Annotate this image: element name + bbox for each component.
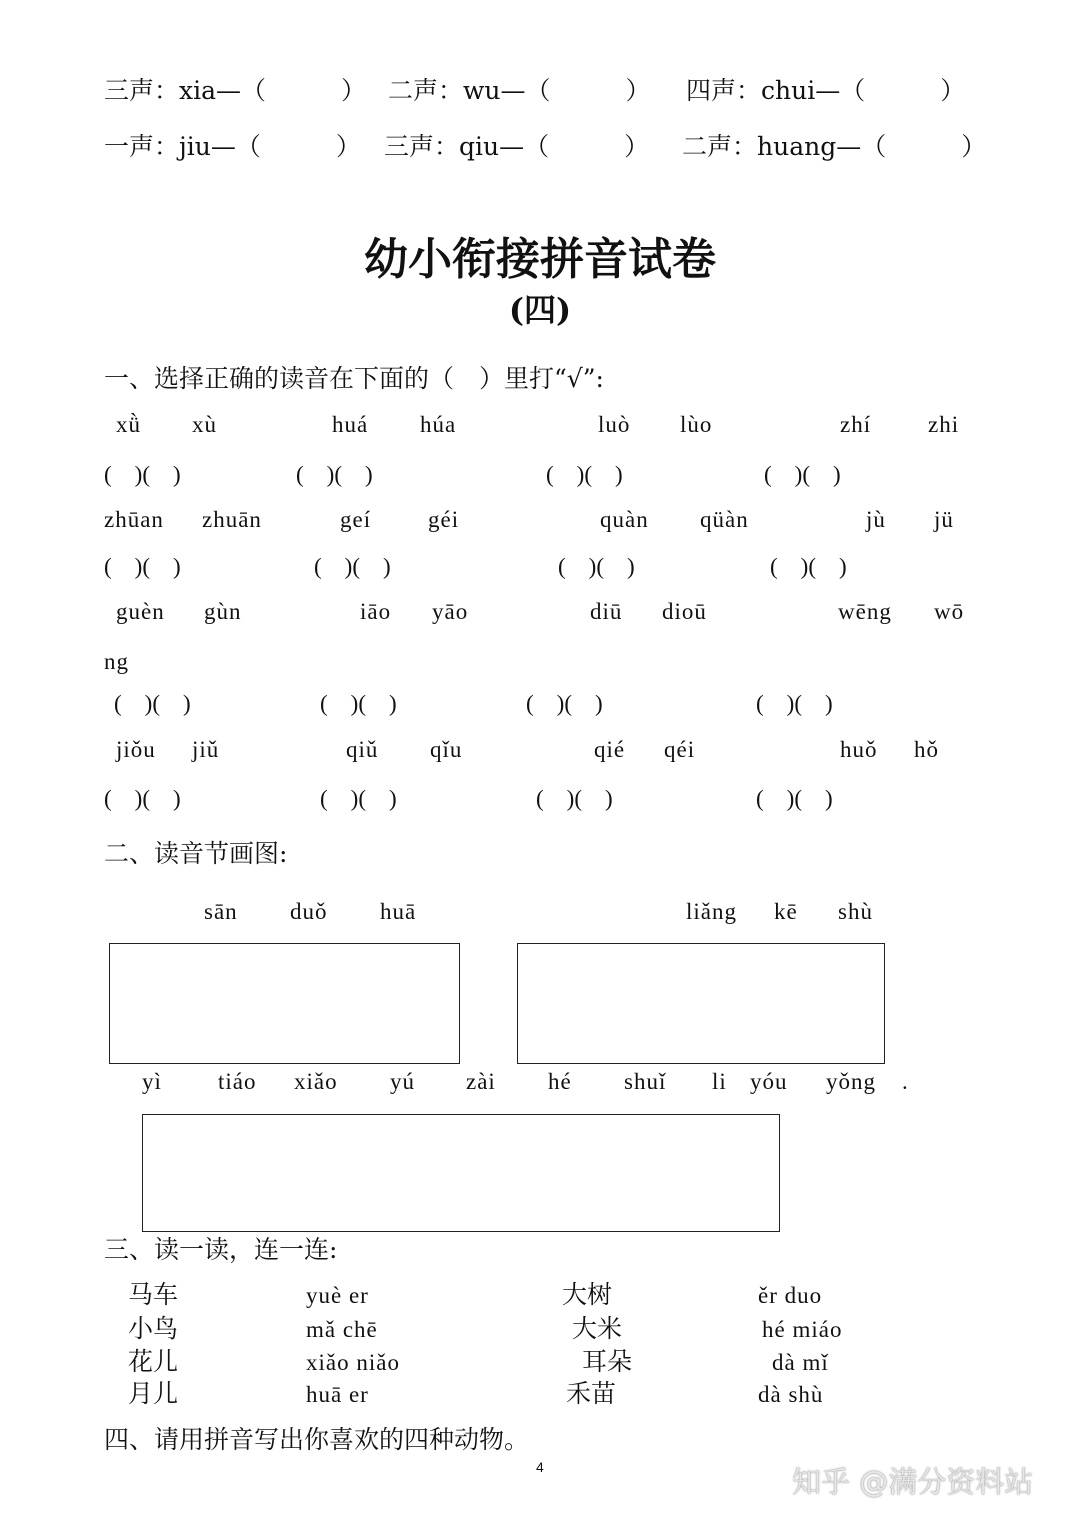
- match-word[interactable]: 月儿: [128, 1379, 179, 1408]
- match-pinyin[interactable]: huā er: [306, 1382, 369, 1407]
- pinyin-syllable: huā: [380, 899, 417, 924]
- match-word[interactable]: 马车: [128, 1280, 179, 1309]
- pinyin-syllable: hé: [548, 1069, 572, 1094]
- match-word[interactable]: 小鸟: [128, 1314, 179, 1343]
- pinyin-option: qéi: [664, 737, 696, 762]
- pinyin-syllable: zài: [466, 1069, 496, 1094]
- pinyin-option: diū: [590, 599, 623, 624]
- pinyin-option: quàn: [600, 507, 649, 532]
- pinyin-option: qüàn: [700, 507, 749, 532]
- answer-parens[interactable]: ( )( ): [104, 554, 181, 579]
- match-pinyin[interactable]: dà mǐ: [772, 1350, 829, 1375]
- match-pinyin[interactable]: xiǎo niǎo: [306, 1350, 400, 1375]
- drawing-box-flowers[interactable]: [109, 943, 460, 1064]
- pinyin-option: zhuān: [202, 507, 262, 532]
- pinyin-syllable: yì: [142, 1069, 162, 1094]
- page-title: 幼小衔接拼音试卷: [364, 234, 716, 285]
- pinyin-syllable: kē: [774, 899, 798, 924]
- answer-parens[interactable]: ( )( ): [104, 786, 181, 811]
- pinyin-option: guèn: [116, 599, 165, 624]
- pinyin-option: iāo: [360, 599, 392, 624]
- answer-parens[interactable]: ( )( ): [756, 691, 833, 716]
- answer-parens[interactable]: ( )( ): [536, 786, 613, 811]
- pinyin-option: hǒ: [914, 737, 939, 762]
- drawing-box-fish[interactable]: [142, 1114, 780, 1232]
- pinyin-period: .: [902, 1069, 909, 1094]
- pinyin-option: jiǔ: [192, 737, 220, 762]
- answer-parens[interactable]: ( )( ): [320, 786, 397, 811]
- pinyin-option: jiǒu: [116, 737, 156, 762]
- answer-parens[interactable]: ( )( ): [546, 462, 623, 487]
- pinyin-syllable: yú: [390, 1069, 415, 1094]
- pinyin-syllable: shù: [838, 899, 873, 924]
- match-pinyin[interactable]: hé miáo: [762, 1317, 843, 1342]
- page-subtitle: (四): [508, 291, 572, 329]
- pinyin-option: zhi: [928, 412, 960, 437]
- pinyin-option: huǒ: [840, 737, 878, 762]
- answer-parens[interactable]: ( )( ): [558, 554, 635, 579]
- match-word[interactable]: 大米: [572, 1314, 623, 1343]
- section3-heading: 三、读一读，连一连:: [104, 1235, 338, 1264]
- tone-item: 二声：wu—（ ）: [388, 76, 651, 105]
- pinyin-option: geí: [340, 507, 372, 532]
- match-word[interactable]: 花儿: [128, 1347, 179, 1376]
- pinyin-option: huá: [332, 412, 369, 437]
- match-pinyin[interactable]: yuè er: [306, 1283, 369, 1308]
- pinyin-option: zhūan: [104, 507, 164, 532]
- pinyin-wrap: ng: [104, 649, 129, 674]
- section2-heading: 二、读音节画图:: [104, 839, 288, 868]
- pinyin-option: dioū: [662, 599, 707, 624]
- tone-item: 三声：xia—（ ）: [104, 76, 367, 105]
- pinyin-option: zhí: [840, 412, 872, 437]
- tone-item: 三声：qiu—（ ）: [384, 132, 650, 161]
- match-word[interactable]: 大树: [562, 1280, 613, 1309]
- pinyin-syllable: tiáo: [218, 1069, 257, 1094]
- pinyin-syllable: yóu: [750, 1069, 788, 1094]
- pinyin-option: húa: [420, 412, 457, 437]
- tone-item: 四声：chui—（ ）: [686, 76, 966, 105]
- pinyin-option: wēng: [838, 599, 892, 624]
- pinyin-option: jù: [866, 507, 886, 532]
- match-pinyin[interactable]: ěr duo: [758, 1283, 823, 1308]
- pinyin-option: lùo: [680, 412, 713, 437]
- pinyin-syllable: duǒ: [290, 899, 328, 924]
- pinyin-option: luò: [598, 412, 631, 437]
- answer-parens[interactable]: ( )( ): [104, 462, 181, 487]
- match-word[interactable]: 耳朵: [582, 1347, 633, 1376]
- pinyin-option: qiǔ: [346, 737, 379, 762]
- answer-parens[interactable]: ( )( ): [320, 691, 397, 716]
- pinyin-syllable: shuǐ: [624, 1069, 667, 1094]
- pinyin-option: qǐu: [430, 737, 463, 762]
- pinyin-option: jü: [934, 507, 954, 532]
- pinyin-option: yāo: [432, 599, 469, 624]
- answer-parens[interactable]: ( )( ): [314, 554, 391, 579]
- drawing-box-trees[interactable]: [517, 943, 885, 1064]
- answer-parens[interactable]: ( )( ): [526, 691, 603, 716]
- pinyin-option: géi: [428, 507, 460, 532]
- answer-parens[interactable]: ( )( ): [296, 462, 373, 487]
- pinyin-option: qié: [594, 737, 626, 762]
- section1-heading: 一、选择正确的读音在下面的（ ）里打“√”:: [104, 364, 604, 393]
- page-number: 4: [536, 1459, 544, 1475]
- answer-parens[interactable]: ( )( ): [770, 554, 847, 579]
- pinyin-option: xù: [192, 412, 217, 437]
- match-word[interactable]: 禾苗: [566, 1379, 617, 1408]
- match-pinyin[interactable]: mǎ chē: [306, 1317, 378, 1342]
- match-pinyin[interactable]: dà shù: [758, 1382, 824, 1407]
- tone-item: 二声：huang—（ ）: [682, 132, 987, 161]
- section4-heading: 四、请用拼音写出你喜欢的四种动物。: [104, 1425, 530, 1454]
- pinyin-option: xǜ: [116, 412, 141, 437]
- pinyin-syllable: yǒng: [826, 1069, 876, 1094]
- pinyin-syllable: liǎng: [686, 899, 737, 924]
- pinyin-option: wō: [934, 599, 965, 624]
- pinyin-syllable: xiǎo: [294, 1069, 338, 1094]
- answer-parens[interactable]: ( )( ): [764, 462, 841, 487]
- tone-item: 一声：jiu—（ ）: [104, 132, 361, 161]
- answer-parens[interactable]: ( )( ): [114, 691, 191, 716]
- pinyin-syllable: li: [712, 1069, 727, 1094]
- pinyin-syllable: sān: [204, 899, 238, 924]
- answer-parens[interactable]: ( )( ): [756, 786, 833, 811]
- pinyin-option: gùn: [204, 599, 242, 624]
- watermark: 知乎 @满分资料站: [792, 1465, 1034, 1499]
